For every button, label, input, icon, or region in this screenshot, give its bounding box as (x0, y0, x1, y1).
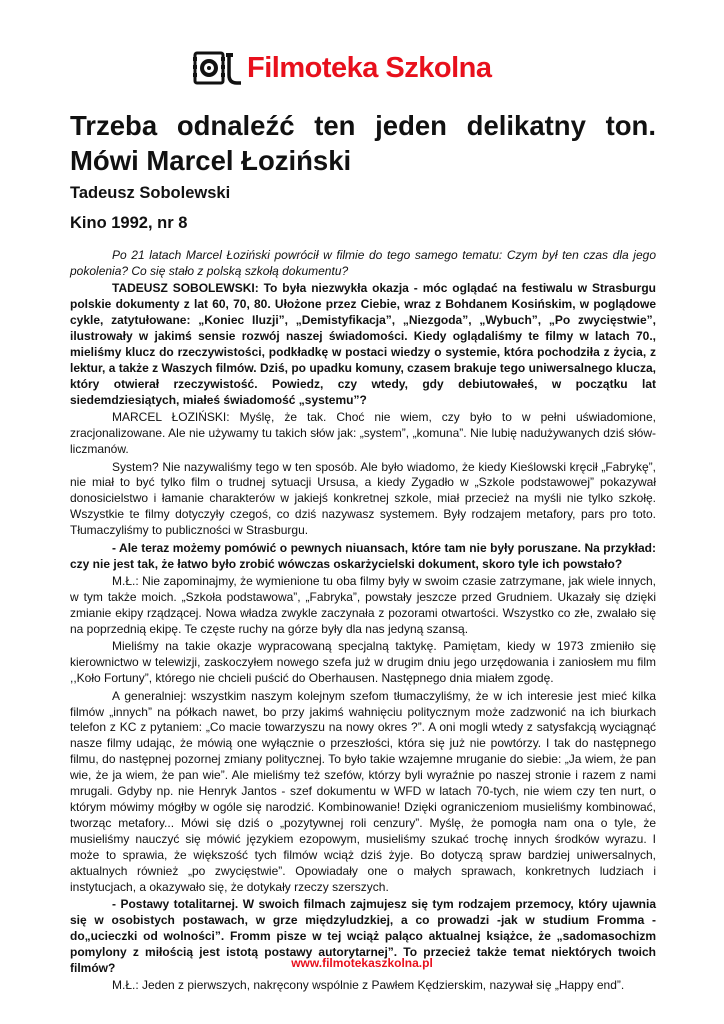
footer-url[interactable]: www.filmotekaszkolna.pl (291, 956, 433, 970)
article-paragraph: Po 21 latach Marcel Łoziński powrócił w filmie do tego samego tematu: Czym był ten czas dla jego pokolenia? Co się stało z polską szkołą dokumentu? (70, 248, 656, 278)
brand-name: Filmoteka Szkolna (247, 52, 492, 84)
article-paragraph: M.Ł.: Jeden z pierwszych, nakręcony wspólnie z Pawłem Kędzierskim, nazywał się „Happy end”. (112, 978, 625, 993)
article-paragraph: Mieliśmy na takie okazje wypracowaną specjalną taktykę. Pamiętam, kiedy w 1973 zmieniło się kierownictwo w telewizji, zaskoczyłem nowego szefa już w drugim dniu jego urzędowania i zaniosłem mu film ,,Koło Fortuny”, którego nie chcieli puścić do Oberhausen. Następnego dnia miałem zgodę. (70, 639, 656, 686)
article-title: Trzeba odnaleźć ten jeden delikatny ton. Mówi Marcel Łoziński (70, 110, 656, 176)
article-paragraph: A generalniej: wszystkim naszym kolejnym szefom tłumaczyliśmy, że w ich interesie jest mieć kilka filmów „innych” na półkach nawet, bo przy jakimś wahnięciu politycznym może zadzwonić na ich biurkach telefon z KC z pytaniem: „Co macie towarzyszu na nowy okres ?”. A oni mogli wtedy z satysfakcją wyciągnąć nasze filmy udając, że mówią one wyłącznie o przeszłości, która się już nie powtórzy. I tak do następnego filmu, do następnej pozornej zmiany politycznej. To było takie wzajemne mruganie do siebie: „Ja wiem, że pan wie, że ja wiem, że pan wie”. Ale mieliśmy też szefów, którzy byli wyraźnie po naszej stronie i razem z nami mrugali. Gdyby np. nie Henryk Jantos - szef dokumentu w WFD w latach 70-tych, nie wiem czy ten nurt, o którym mówimy mógłby w ogóle się narodzić. Kombinowanie! Dzięki ograniczeniom musieliśmy kombinować, tworząc metafory... Mówi się dziś o „pozytywnej roli cenzury”. Myślę, że pomogła nam ona o tyle, że musieliśmy nauczyć się mówić językiem ezopowym, musieliśmy szukać trochę innych środków wyrazu. I może to sprawia, że większość tych filmów wciąż dziś żyje. Bo dotyczą spraw bardziej uniwersalnych, aktualnych również „po zwycięstwie”. Opowiadały one o małych sprawach, konkretnych ludziach i instytucjach, a okazywało się, że dotykały rzeczy szerszych. (70, 688, 656, 894)
film-reel-icon (193, 51, 245, 85)
article-paragraph: M.Ł.: Nie zapominajmy, że wymienione tu oba filmy były w swoim czasie zatrzymane, jak wiele innych, w tym także moich. „Szkoła podstawowa”, „Fabryka”, powstały jeszcze przed Grudniem. Ukazały się dzięki zmianie ekipy rządzącej. Nowa władza zwykle zaczynała z pozorami otwartości. Wszystko co złe, zwalało się na poprzednią ekipę. Te częste ruchy na górze były dla nas jedyną szansą. (70, 574, 656, 636)
article-paragraph: TADEUSZ SOBOLEWSKI: To była niezwykła okazja - móc oglądać na festiwalu w Strasburgu polskie dokumenty z lat 60, 70, 80. Ułożone przez Ciebie, wraz z Bohdanem Kosińskim, w poglądowe cykle, zatytułowane: „Koniec Iluzji”, „Demistyfikacja”, „Niezgoda”, „Wybuch”, „Po zwycięstwie”, ilustrowały w jakimś sensie rozwój naszej świadomości. Kiedy oglądaliśmy te filmy w latach 70., mieliśmy klucz do rzeczywistości, podkładkę w postaci wiedzy o systemie, która pochodziła z życia, z lektur, a także z Waszych filmów. Dziś, po upadku komuny, czasem brakuje tego uniwersalnego klucza, który otwierał rzeczywistość. Powiedz, czy wtedy, gdy debiutowałeś, w początku lat siedemdziesiątych, miałeś świadomość „systemu”? (70, 281, 656, 407)
article-author: Tadeusz Sobolewski (70, 184, 231, 202)
article-paragraph: MARCEL ŁOZIŃSKI: Myślę, że tak. Choć nie wiem, czy było to w pełni uświadomione, zracjonalizowane. Ale nie używamy tu takich słów jak: „system”, „komuna”. Nie lubię nadużywanych dziś słów-liczmanów. (70, 410, 656, 457)
article-paragraph: - Ale teraz możemy pomówić o pewnych niuansach, które tam nie były poruszane. Na przykład: czy nie jest tak, że łatwo było zrobić wówczas oskarżycielski dokument, skoro tyle ich powstało? (70, 540, 656, 571)
article-body (70, 248, 656, 996)
article-paragraph: - Postawy totalitarnej. W swoich filmach zajmujesz się tym rodzajem przemocy, który ujawnia się w osobistych postawach, w grze międzyludzkiej, a co prowadzi -jak w studium Fromma -do„ucieczki od wolności”. Fromm pisze w tej wciąż paląco aktualnej książce, że „sadomasochizm pomylony z miłością jest istotą postawy autorytarnej”. To przecież także temat niektórych twoich filmów? (70, 897, 656, 975)
brand-logo (193, 50, 492, 86)
article-source: Kino 1992, nr 8 (70, 214, 188, 232)
article-paragraph: System? Nie nazywaliśmy tego w ten sposób. Ale było wiadomo, że kiedy Kieślowski kręcił „Fabrykę”, nie miał to być tylko film o trudnej sytuacji Ursusa, a kiedy Zygadło w „Szkole podstawowej” pokazywał donosicielstwo i łamanie charakterów w jakiejś konkretnej szkole, miał przecież na myśli nie tylko szkołę. Wszystkie te filmy dotyczyły czegoś, co dziś nazywasz systemem. Były rodzajem metafory, pars pro toto. Tłumaczyliśmy to publiczności w Strasburgu. (70, 459, 656, 538)
